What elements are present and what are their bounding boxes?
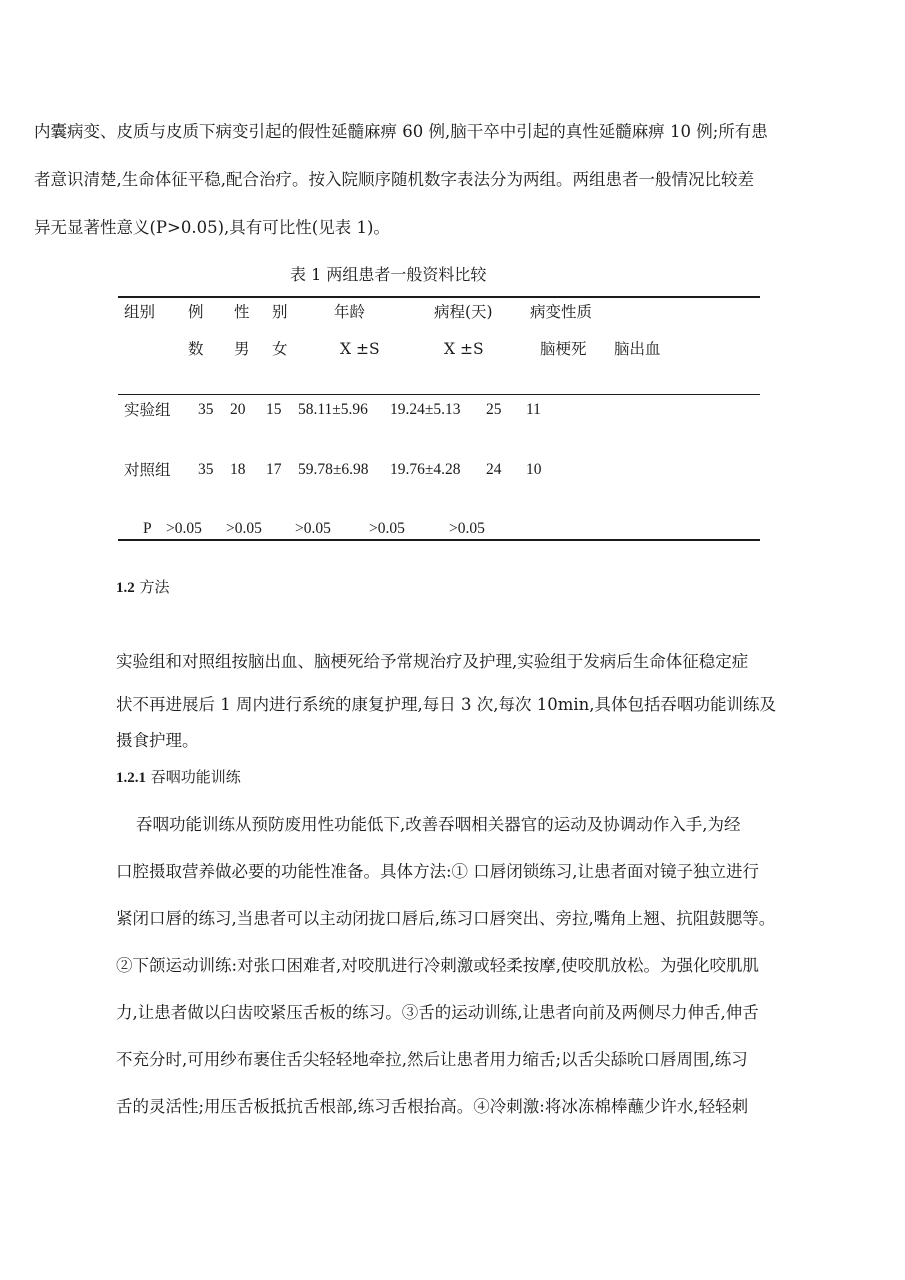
training-line-5: 力,让患者做以臼齿咬紧压舌板的练习。③舌的运动训练,让患者向前及两侧尽力伸舌,伸舌: [116, 1003, 759, 1022]
section-heading-method: [116, 577, 170, 598]
training-line-2: 口腔摄取营养做必要的功能性准备。具体方法:① 口唇闭锁练习,让患者面对镜子独立进行: [116, 862, 760, 881]
header-hemorrhage: 脑出血: [614, 340, 661, 358]
header-cases: 例: [188, 303, 204, 321]
row-cases: 35: [198, 401, 214, 418]
table-top-rule: [118, 296, 760, 298]
header-sex-b: 别: [272, 303, 288, 321]
method-line-3: 摄食护理。: [116, 731, 199, 750]
row-male: 20: [230, 401, 246, 418]
header-male: 男: [234, 340, 250, 358]
intro-line-3: 异无显著性意义(P>0.05),具有可比性(见表 1)。: [34, 218, 390, 237]
row-duration: 19.76±4.28: [390, 461, 461, 478]
table-bottom-rule: [118, 539, 760, 541]
row-hemorrhage: 11: [526, 401, 541, 418]
training-line-6: 不充分时,可用纱布裹住舌尖轻轻地牵拉,然后让患者用力缩舌;以舌尖舔吮口唇周围,练习: [116, 1050, 748, 1069]
training-line-7: 舌的灵活性;用压舌板抵抗舌根部,练习舌根抬高。④冷刺激:将冰冻棉棒蘸少许水,轻轻刺: [116, 1097, 749, 1116]
row-hemorrhage: 10: [526, 461, 542, 478]
subsection-heading: [116, 767, 241, 788]
row-group: 实验组: [124, 401, 171, 419]
header-female: 女: [272, 340, 288, 358]
p-value: >0.05: [226, 520, 262, 537]
intro-line-1: 内囊病变、皮质与皮质下病变引起的假性延髓麻痹 60 例,脑干卒中引起的真性延髓麻痹 10 例;所有患: [34, 122, 768, 141]
subsection-title: 吞咽功能训练: [150, 768, 241, 786]
row-infarction: 24: [486, 461, 502, 478]
header-infarction: 脑梗死: [540, 340, 587, 358]
row-age: 58.11±5.96: [298, 401, 368, 418]
row-duration: 19.24±5.13: [390, 401, 461, 418]
row-group: 对照组: [124, 461, 171, 479]
row-female: 17: [266, 461, 282, 478]
row-male: 18: [230, 461, 246, 478]
row-female: 15: [266, 401, 282, 418]
training-line-3: 紧闭口唇的练习,当患者可以主动闭拢口唇后,练习口唇突出、旁拉,嘴角上翘、抗阻鼓腮等。: [116, 909, 776, 928]
table-caption: 表 1 两组患者一般资料比较: [290, 265, 487, 284]
method-line-1: 实验组和对照组按脑出血、脑梗死给予常规治疗及护理,实验组于发病后生命体征稳定症: [116, 652, 749, 671]
p-value: >0.05: [449, 520, 485, 537]
header-duration: 病程(天): [434, 303, 493, 321]
p-value: >0.05: [295, 520, 331, 537]
method-line-2: 状不再进展后 1 周内进行系统的康复护理,每日 3 次,每次 10min,具体包括吞咽功能训练及: [116, 695, 776, 714]
intro-line-2: 者意识清楚,生命体征平稳,配合治疗。按入院顺序随机数字表法分为两组。两组患者一般情况比较差: [34, 170, 754, 189]
header-age: 年龄: [334, 303, 366, 321]
header-sex-a: 性: [234, 303, 250, 321]
table-header-rule: [118, 394, 760, 395]
header-group: 组别: [124, 303, 156, 321]
p-value: >0.05: [166, 520, 202, 537]
subsection-number: 1.2.1: [116, 770, 146, 786]
section-number: 1.2: [116, 580, 135, 596]
header-cases-2: 数: [188, 340, 204, 358]
row-infarction: 25: [486, 401, 502, 418]
header-lesion: 病变性质: [530, 303, 593, 321]
training-line-1: 吞咽功能训练从预防废用性功能低下,改善吞咽相关器官的运动及协调动作入手,为经: [136, 815, 741, 834]
training-line-4: ②下颌运动训练:对张口困难者,对咬肌进行冷刺激或轻柔按摩,使咬肌放松。为强化咬肌肌: [116, 956, 760, 975]
p-label: P: [143, 520, 152, 537]
section-title: 方法: [139, 578, 170, 596]
header-duration-stat: X ±S: [444, 340, 484, 358]
row-age: 59.78±6.98: [298, 461, 369, 478]
header-age-stat: X ±S: [340, 340, 380, 358]
row-cases: 35: [198, 461, 214, 478]
p-value: >0.05: [369, 520, 405, 537]
